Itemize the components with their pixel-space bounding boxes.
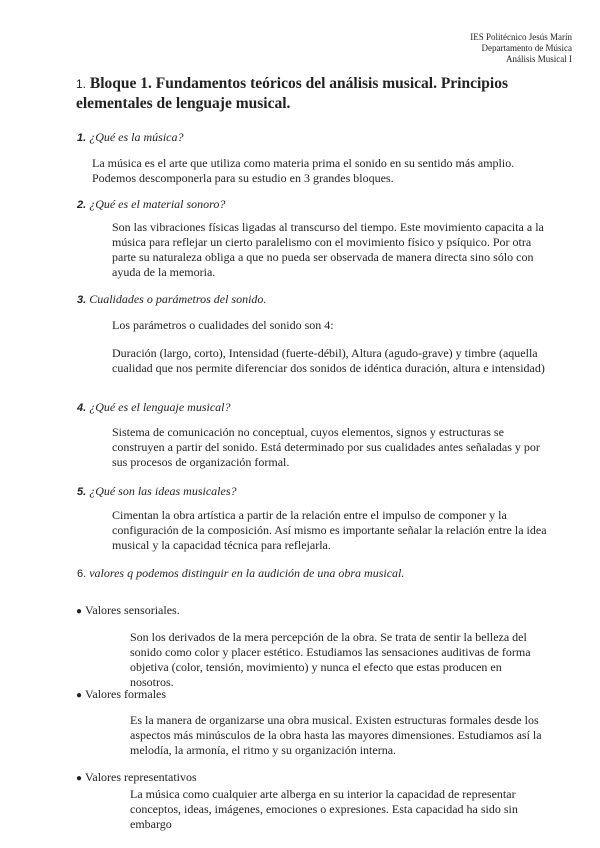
- question-1-answer: La música es el arte que utiliza como materia prima el sonido en su sentido más amplio. Podemos descomponerla para su estudio en 3 grandes bloques.: [92, 156, 515, 185]
- bullet-icon: ●: [76, 690, 83, 701]
- bullet-label: Valores representativos: [85, 770, 197, 784]
- question-number: 5.: [77, 486, 87, 498]
- title-text: Bloque 1. Fundamentos teóricos del análisis musical. Principios elementales de lenguaje musical.: [76, 75, 508, 112]
- question-5-answer: Cimentan la obra artística a partir de la relación entre el impulso de componer y la configuración de la composición. Así mismo es importante señalar la relación entre la idea musical y la capacidad técnica para reflejarla.: [112, 508, 547, 552]
- department-name: Departamento de Música: [481, 43, 572, 53]
- bullet-icon: ●: [76, 606, 83, 617]
- question-title: valores q podemos distinguir en la audición de una obra musical.: [89, 566, 405, 580]
- bullet-sensory-values: [76, 603, 180, 619]
- bullet-label: Valores formales: [85, 687, 167, 701]
- question-1-heading: [77, 130, 184, 146]
- bullet-sensory-text: Son los derivados de la mera percepción de la obra. Se trata de sentir la belleza del sonido como color y placer estético. Estudiamos las sensaciones auditivas de forma objetiva (color, tensión, movimiento) y nunca el efecto que estas producen en nosotros.: [130, 630, 531, 689]
- bullet-formal-text: Es la manera de organizarse una obra musical. Existen estructuras formales desde los aspectos más minúsculos de la obra hasta las mayores dimensiones. Estudiamos así la melodía, la armonía, el ritmo y su organización interna.: [130, 713, 542, 757]
- question-number: 4.: [77, 402, 87, 414]
- bullet-representative-values: [76, 770, 197, 786]
- question-2-heading: [77, 197, 225, 213]
- question-5-heading: [77, 484, 237, 500]
- course-name: Análisis Musical I: [506, 54, 572, 64]
- question-number: 2.: [77, 199, 87, 211]
- question-title: ¿Qué es la música?: [89, 130, 184, 144]
- question-number: 1.: [77, 132, 87, 144]
- question-2-answer: Son las vibraciones físicas ligadas al transcurso del tiempo. Este movimiento capacita a la música para reflejar un cierto paralelismo con el movimiento físico y psíquico. Por otra parte su naturaleza obliga a que no pueda ser observada de manera directa sino sólo con ayuda de la memoria.: [112, 220, 544, 279]
- question-title: Cualidades o parámetros del sonido.: [89, 292, 267, 306]
- bullet-icon: ●: [76, 773, 83, 784]
- question-title: ¿Qué es el lenguaje musical?: [89, 400, 231, 414]
- bullet-label: Valores sensoriales.: [85, 603, 180, 617]
- question-3-answer-detail: Duración (largo, corto), Intensidad (fuerte-débil), Altura (agudo-grave) y timbre (aquella cualidad que nos permite diferenciar dos sonidos de idéntica duración, altura e intensidad): [112, 346, 545, 375]
- page-title: [76, 74, 546, 114]
- bullet-representative-text: La música como cualquier arte alberga en su interior la capacidad de representar conceptos, ideas, imágenes, emociones o expresiones. Esta capacidad ha sido sin embargo: [130, 787, 518, 831]
- document-header: [372, 32, 572, 65]
- question-title: ¿Qué son las ideas musicales?: [89, 484, 237, 498]
- bullet-formal-values: [76, 687, 166, 703]
- title-number: 1.: [76, 77, 87, 91]
- question-number: 6.: [77, 568, 87, 580]
- question-3-answer-intro: Los parámetros o cualidades del sonido son 4:: [112, 318, 334, 332]
- question-3-heading: [77, 292, 266, 308]
- question-6-heading: [77, 566, 404, 582]
- question-title: ¿Qué es el material sonoro?: [89, 197, 226, 211]
- question-number: 3.: [77, 294, 87, 306]
- question-4-answer: Sistema de comunicación no conceptual, cuyos elementos, signos y estructuras se construyen a partir del sonido. Está determinado por sus cualidades antes señaladas y por sus procesos de organización formal.: [112, 425, 540, 469]
- question-4-heading: [77, 400, 231, 416]
- school-name: IES Politécnico Jesús Marín: [470, 32, 572, 42]
